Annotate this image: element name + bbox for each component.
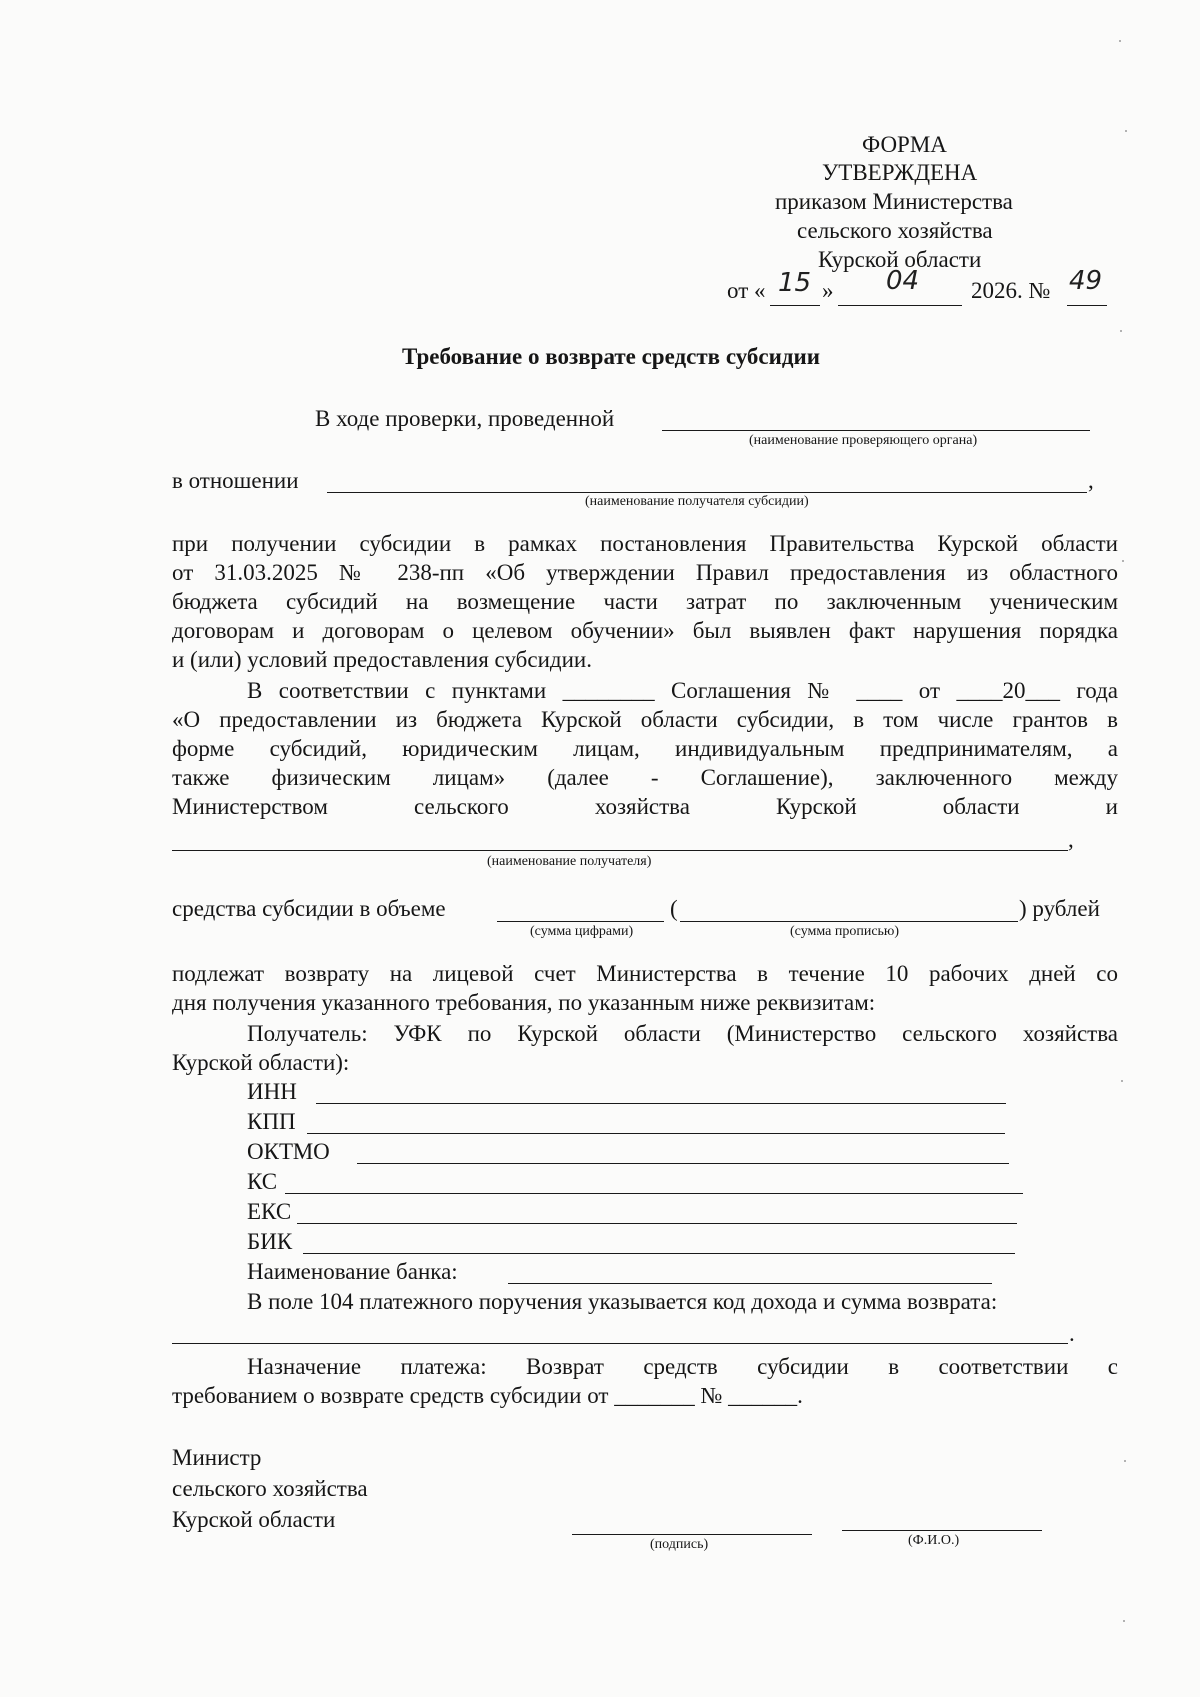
regarding-blank [327,492,1087,493]
scan-speck [1123,1620,1125,1622]
scan-speck [1122,560,1124,562]
scan-speck [1124,1460,1126,1462]
regarding-caption: (наименование получателя субсидии) [585,494,809,509]
inn-blank [316,1103,1006,1104]
order-month-handwritten: 04 [886,266,920,296]
eks-blank [297,1223,1017,1224]
field104-period: . [1069,1321,1075,1346]
field104-text: В поле 104 платежного поручения указывается код дохода и сумма возврата: [247,1289,998,1314]
kpp-label: КПП [247,1109,296,1134]
recipient-line: Курской области): [172,1050,350,1075]
para1-line: от 31.03.2025 № 238-пп «Об утверждении Правил предоставления из областного [172,560,1118,585]
header-order-prefix: от « [727,278,766,303]
ks-blank [285,1193,1023,1194]
para2-line: В соответствии с пунктами ________ Соглашения № ____ от ____20___ года [247,678,1118,703]
scan-speck [1121,1080,1123,1082]
check-text: В ходе проверки, проведенной [315,406,615,431]
amount-close: ) рублей [1019,896,1100,921]
header-approved: УТВЕРЖДЕНА [822,160,978,185]
para3-line: подлежат возврату на лицевой счет Министерства в течение 10 рабочих дней со [172,961,1118,986]
scan-speck [1120,330,1122,332]
header-order-of: приказом Министерства [775,189,1013,214]
oktmo-blank [357,1163,1009,1164]
header-order-mid: » [822,278,834,303]
order-month-underline [838,305,962,306]
name-blank [842,1530,1042,1531]
signature-title: Курской области [172,1507,336,1532]
para1-line: договорам и договорам о целевом обучении» был выявлен факт нарушения порядка [172,618,1118,643]
para1-line: и (или) условий предоставления субсидии. [172,647,592,672]
check-caption: (наименование проверяющего органа) [749,433,978,448]
scan-speck [1119,40,1121,42]
page-title: Требование о возврате средств субсидии [402,344,821,369]
header-order-year: 2026. № [971,278,1051,303]
signature-caption: (подпись) [650,1537,709,1552]
kpp-blank [307,1133,1005,1134]
amount-digits-caption: (сумма цифрами) [530,924,634,939]
signature-title: Министр [172,1445,262,1470]
bank-label: Наименование банка: [247,1259,458,1284]
recipient-caption: (наименование получателя) [487,854,652,869]
name-caption: (Ф.И.О.) [908,1533,960,1548]
bank-blank [508,1283,992,1284]
recipient-blank [172,850,1068,851]
check-blank [662,430,1090,431]
order-day-underline [770,305,820,306]
signature-title: сельского хозяйства [172,1476,368,1501]
ks-label: КС [247,1169,278,1194]
amount-words-blank [680,921,1018,922]
signature-blank [572,1534,812,1535]
amount-text: средства субсидии в объеме [172,896,446,921]
bik-blank [303,1253,1015,1254]
amount-open-paren: ( [670,896,678,921]
amount-words-caption: (сумма прописью) [790,924,900,939]
para2-line: «О предоставлении из бюджета Курской области субсидии, в том числе грантов в [172,707,1118,732]
regarding-comma: , [1088,468,1094,493]
para3-line: дня получения указанного требования, по указанным ниже реквизитам: [172,990,876,1015]
bik-label: БИК [247,1229,293,1254]
inn-label: ИНН [247,1079,297,1104]
header-region: Курской области [818,247,982,272]
order-day-handwritten: 15 [778,268,812,298]
purpose-line: требованием о возврате средств субсидии от _______ № ______. [172,1383,803,1408]
header-form: ФОРМА [862,132,947,157]
para1-line: при получении субсидии в рамках постановления Правительства Курской области [172,531,1118,556]
para2-line: форме субсидий, юридическим лицам, индивидуальным предпринимателям, а [172,736,1118,761]
para1-line: бюджета субсидий на возмещение части затрат по заключенным ученическим [172,589,1118,614]
order-number-underline [1067,305,1107,306]
scan-speck [1125,130,1127,132]
order-number-handwritten: 49 [1069,266,1103,296]
recipient-comma: , [1068,827,1074,852]
recipient-line: Получатель: УФК по Курской области (Министерство сельского хозяйства [247,1021,1118,1046]
header-ministry: сельского хозяйства [797,218,993,243]
amount-digits-blank [497,921,664,922]
eks-label: ЕКС [247,1199,292,1224]
purpose-line: Назначение платежа: Возврат средств субсидии в соответствии с [247,1354,1118,1379]
regarding-text: в отношении [172,468,299,493]
para2-line: Министерством сельского хозяйства Курской области и [172,794,1118,819]
para2-line: также физическим лицам» (далее - Соглашение), заключенного между [172,765,1118,790]
oktmo-label: ОКТМО [247,1139,330,1164]
field104-blank [172,1343,1068,1344]
